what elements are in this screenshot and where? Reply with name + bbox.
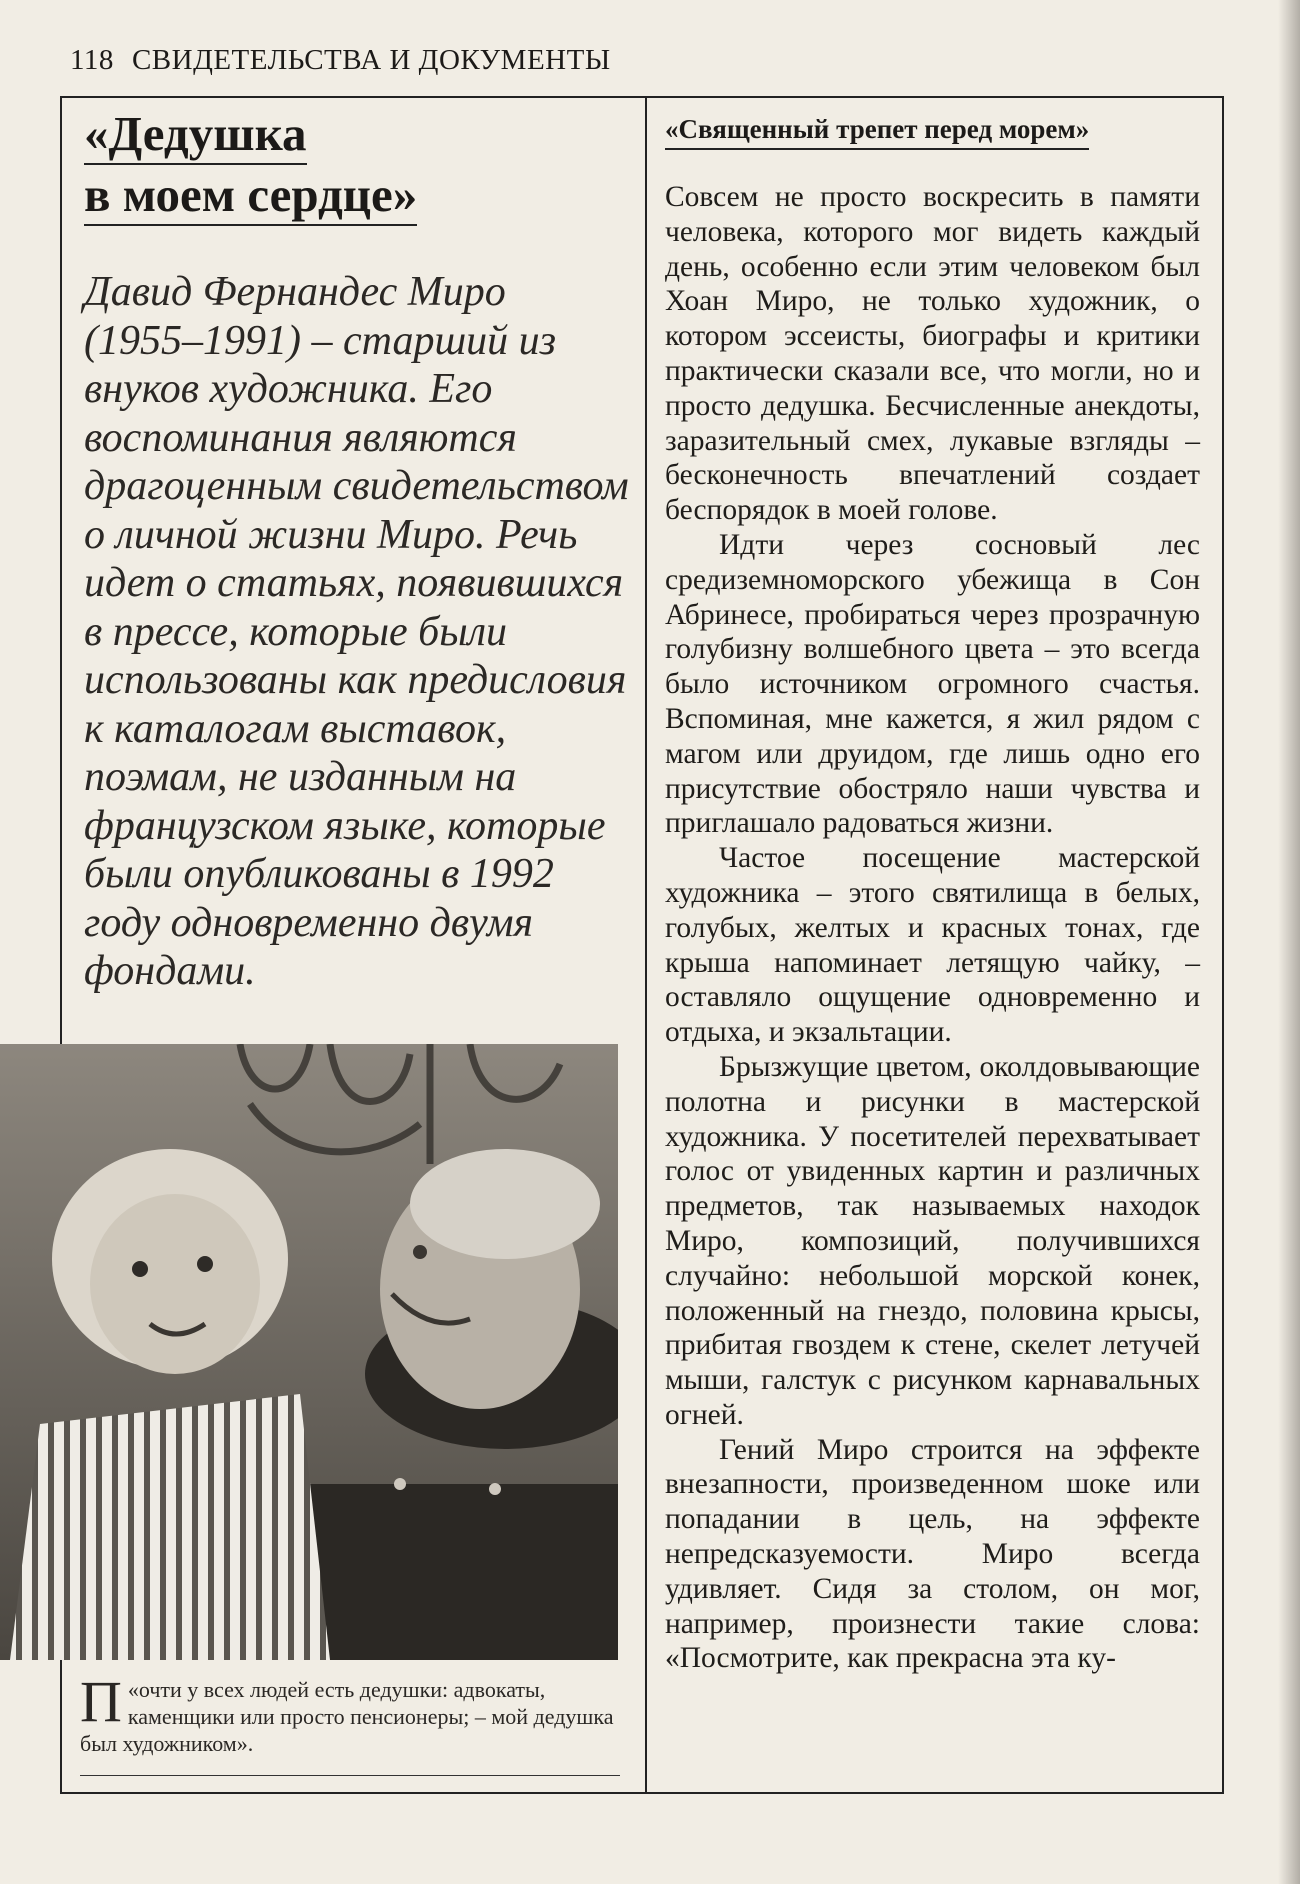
article-title-line-1: «Дедушка: [84, 104, 307, 165]
body-paragraph: Частое посещение мастерской художника – этого святилища в белых, голубых, желтых и красных тонах, где крыша напоминает летящую чайку, – оставляло ощущение одновременно и отдыха, и экзальтации.: [665, 842, 1200, 1049]
caption-drop-cap: П: [80, 1669, 122, 1734]
photo-grandfather-and-child: [0, 1044, 618, 1660]
running-head: [70, 44, 1070, 77]
caption-text: очти у всех людей есть дедушки: адвокаты, каменщики или просто пенсионеры; – мой дедушка был художником».: [80, 1677, 614, 1756]
body-paragraph: Идти через сосновый лес средиземноморского убежища в Сон Абринесе, пробираться через прозрачную голубизну волшебного цвета – это всегда было источником огромного счастья. Вспоминая, мне кажется, я жил рядом с магом или друидом, где лишь одно его присутствие обостряло наши чувства и приглашало радоваться жизни.: [665, 528, 1200, 840]
caption-rule: [80, 1775, 620, 1776]
left-column: [84, 104, 629, 996]
body-paragraph: Гений Миро строится на эффекте внезапности, произведенном шоке или попадании в цель, на эффекте непредсказуемости. Миро всегда удивляет. Сидя за столом, он мог, например, произнести такие слова: «Посмотрите, как прекрасна эта ку-: [665, 1433, 1200, 1675]
body-paragraph: Брызжущие цветом, околдовывающие полотна и рисунки в мастерской художника. У посетителей перехватывает голос от увиденных картин и различных предметов, так называемых находок Миро, композиций, получившихся случайно: небольшой морской конек, положенный на гнездо, половина крысы, прибитая гвоздем к стене, скелет летучей мыши, галстук с рисунком карнавальных огней.: [665, 1050, 1200, 1431]
photo-illustration: [0, 1044, 618, 1660]
photo-caption: [80, 1669, 625, 1757]
article-lead: Давид Фернандес Миро (1955–1991) – старший из внуков художника. Его воспоминания являются драгоценным свидетельством о личной жизни Миро. Речь идет о статьях, появившихся в прессе, которые были использованы как предисловия к каталогам выставок, поэмам, не изданным на французском языке, которые были опубликованы в 1992 году одновременно двумя фондами.: [84, 269, 629, 994]
striped-shirt-shape: [10, 1394, 330, 1660]
article-title: [84, 104, 624, 226]
page-edge-shadow: [1278, 0, 1300, 1884]
page-number: 118: [70, 44, 114, 76]
right-column: [665, 112, 1200, 1676]
section-name: СВИДЕТЕЛЬСТВА И ДОКУМЕНТЫ: [131, 44, 611, 76]
sidebar-body: [665, 180, 1200, 1676]
article-title-line-2: в моем сердце»: [84, 165, 417, 226]
column-divider: [645, 96, 647, 1794]
sidebar-title: «Священный трепет перед морем»: [665, 112, 1089, 150]
caption-open-quote: «: [127, 1677, 139, 1702]
body-paragraph: Совсем не просто воскресить в памяти человека, которого мог видеть каждый день, особенно если этим человеком был Хоан Миро, не только художник, о котором эссеисты, биографы и критики практически сказали все, что могли, но и просто дедушка. Бесчисленные анекдоты, заразительный смех, лукавые взгляды – бесконечность впечатлений создает беспорядок в моей голове.: [665, 181, 1200, 527]
